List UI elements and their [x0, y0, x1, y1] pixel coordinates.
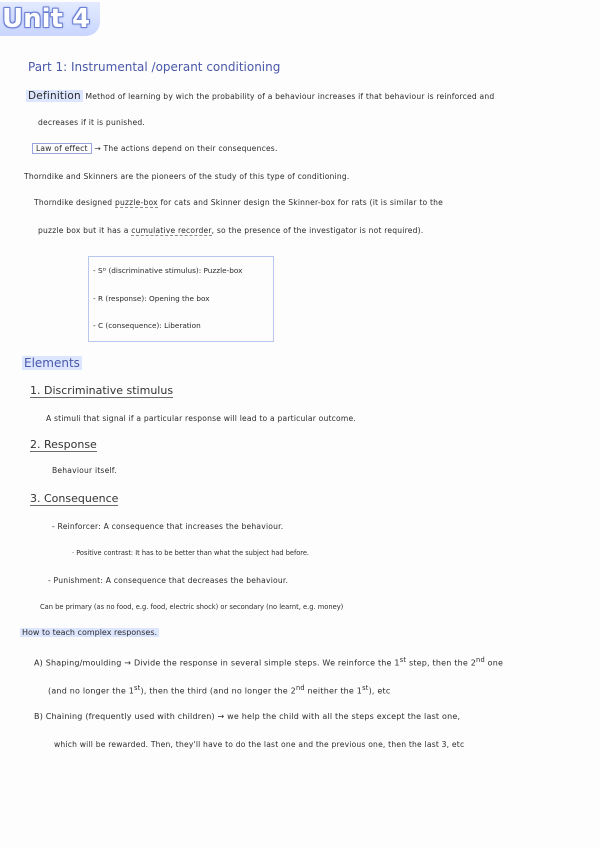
pioneers-text: Thorndike and Skinners are the pioneers of the study of this type of conditioning.	[24, 172, 350, 181]
element-1-title-text: 1. Discriminative stimulus	[30, 384, 174, 397]
components-box	[88, 256, 274, 342]
page-title: Unit 4	[0, 2, 100, 36]
shaping-line-2	[48, 684, 390, 696]
definition-label: Definition	[28, 90, 81, 102]
elements-title: Elements	[24, 356, 80, 370]
positive-contrast-text: · Positive contrast: It has to be better than what the subject had before.	[72, 549, 310, 557]
element-1-text: A stimuli that signal if a particular response will lead to a particular outcome.	[46, 414, 356, 423]
thorndike-line-1	[34, 198, 443, 207]
definition-text-2: decreases if it is punished.	[38, 118, 145, 127]
shaping-text-b: step, then the 2	[406, 658, 477, 668]
element-2-title-text: 2. Response	[30, 438, 97, 451]
sup-1st: st	[399, 656, 407, 664]
sup-1st-b: st	[134, 684, 141, 692]
box-r: - R (response): Opening the box	[93, 294, 210, 303]
sup-2nd-b: nd	[295, 684, 305, 692]
thorndike-text-b: for cats and Skinner design the Skinner-box for rats (it is similar to the	[160, 198, 444, 207]
complex-heading	[20, 628, 159, 637]
shaping-text-f: neither the 1	[304, 686, 363, 696]
part-heading: Part 1: Instrumental /operant conditioning	[28, 60, 281, 74]
element-2-title	[30, 438, 97, 451]
shaping-text-e: ), then the third (and no longer the 2	[140, 686, 296, 696]
box-sd: - Sᴰ (discriminative stimulus): Puzzle-box	[93, 266, 243, 275]
definition-line-1	[26, 90, 494, 102]
shaping-line-1	[34, 656, 503, 668]
definition-text-1: Method of learning by wich the probability of a behaviour increases if that behaviour is reinforced and	[85, 92, 495, 101]
sup-2nd: nd	[476, 656, 485, 664]
shaping-text-a: A) Shaping/moulding → Divide the response in several simple steps. We reinforce the 1	[34, 658, 400, 668]
complex-title: How to teach complex responses.	[22, 628, 158, 637]
law-of-effect-line	[32, 144, 278, 153]
shaping-text-d: (and no longer the 1	[48, 686, 135, 696]
thorndike-line-2	[38, 226, 423, 235]
thorndike-text-a: Thorndike designed	[34, 198, 113, 207]
element-2-text: Behaviour itself.	[52, 466, 117, 475]
elements-heading	[22, 356, 82, 370]
puzzle-box-term: puzzle-box	[114, 198, 158, 207]
cumulative-recorder-term: cumulative recorder	[131, 226, 212, 235]
thorndike-text-c: puzzle box but it has a	[38, 226, 129, 235]
law-of-effect-label: Law of effect	[32, 143, 92, 154]
box-c: - C (consequence): Liberation	[93, 321, 201, 330]
punishment-text: - Punishment: A consequence that decreases the behaviour.	[48, 576, 289, 585]
law-of-effect-text: → The actions depend on their consequences.	[94, 144, 278, 153]
sup-1st-c: st	[362, 684, 369, 692]
primary-secondary-text: Can be primary (as no food, e.g. food, electric shock) or secondary (no learnt, e.g. money)	[40, 603, 344, 611]
shaping-text-g: ), etc	[368, 686, 391, 696]
thorndike-text-d: , so the presence of the investigator is not required).	[211, 226, 424, 235]
chaining-line-2: which will be rewarded. Then, they'll have to do the last one and the previous one, then the last 3, etc	[54, 740, 465, 749]
element-3-title-text: 3. Consequence	[30, 492, 119, 505]
shaping-text-c: one	[484, 658, 504, 668]
reinforcer-text: - Reinforcer: A consequence that increases the behaviour.	[52, 522, 284, 531]
chaining-line-1: B) Chaining (frequently used with children) → we help the child with all the steps except the last one,	[34, 712, 461, 721]
element-3-title	[30, 492, 118, 505]
element-1-title	[30, 384, 173, 397]
